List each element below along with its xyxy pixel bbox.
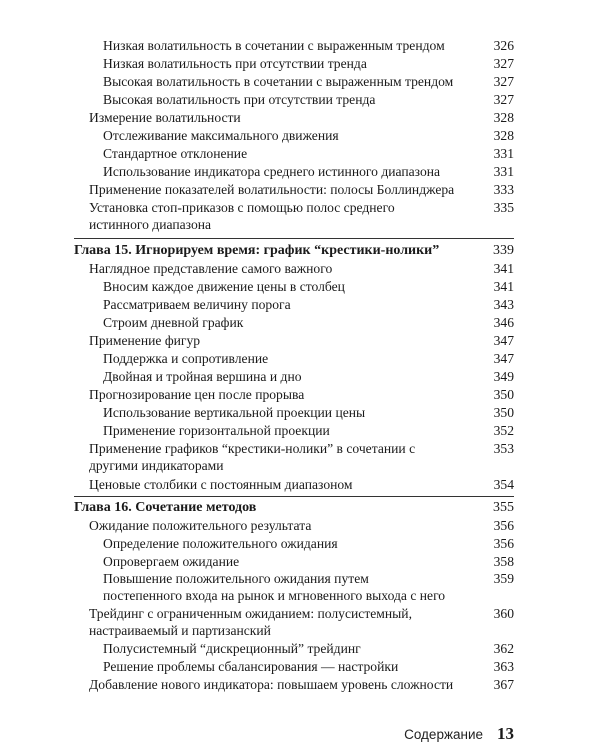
toc-entry-page: 331 bbox=[493, 146, 514, 161]
toc-entry-title: Отслеживание максимального движения bbox=[103, 128, 339, 143]
chapter-divider bbox=[74, 238, 514, 239]
toc-entry-page: 362 bbox=[493, 641, 514, 656]
toc-entry-page: 327 bbox=[493, 56, 514, 71]
toc-entry[interactable] bbox=[103, 73, 514, 90]
toc-entry-page: 347 bbox=[493, 333, 514, 348]
toc-entry[interactable] bbox=[103, 37, 514, 54]
toc-entry-page: 327 bbox=[493, 74, 514, 89]
toc-entry-title: Измерение волатильности bbox=[89, 110, 241, 125]
toc-entry-title: Трейдинг с ограниченным ожиданием: полусистемный, настраиваемый и партизанский bbox=[89, 606, 412, 638]
toc-entry-page: 327 bbox=[493, 92, 514, 107]
toc-entry[interactable] bbox=[103, 570, 448, 604]
toc-entry-title: Применение графиков “крестики-нолики” в сочетании с другими индикаторами bbox=[89, 441, 416, 473]
toc-entry-page: 354 bbox=[493, 477, 514, 492]
toc-entry-title: Низкая волатильность в сочетании с выраженным трендом bbox=[103, 38, 445, 53]
toc-entry-title: Высокая волатильность в сочетании с выраженным трендом bbox=[103, 74, 454, 89]
toc-entry-title: Добавление нового индикатора: повышаем уровень сложности bbox=[89, 677, 454, 692]
toc-entry-title: Низкая волатильность при отсутствии тренда bbox=[103, 56, 367, 71]
toc-entry-page: 333 bbox=[493, 182, 514, 197]
page-number: 13 bbox=[497, 724, 514, 743]
toc-entry-title: Ценовые столбики с постоянным диапазоном bbox=[89, 477, 353, 492]
toc-entry-title: Строим дневной график bbox=[103, 315, 244, 330]
toc-entry-page: 343 bbox=[493, 297, 514, 312]
toc-entry-page: 328 bbox=[493, 128, 514, 143]
toc-entry-page: 326 bbox=[493, 38, 514, 53]
toc-entry[interactable] bbox=[103, 350, 514, 367]
toc-entry[interactable] bbox=[103, 640, 514, 657]
toc-entry-title: Ожидание положительного результата bbox=[89, 518, 312, 533]
toc-entry[interactable] bbox=[103, 404, 514, 421]
toc-chapter-16[interactable] bbox=[74, 499, 514, 516]
toc-entry-title: Определение положительного ожидания bbox=[103, 536, 338, 551]
toc-entry-title: Решение проблемы сбалансирования — настройки bbox=[103, 659, 399, 674]
toc-entry-page: 339 bbox=[493, 243, 514, 258]
toc-entry[interactable] bbox=[89, 332, 514, 349]
chapter-divider bbox=[74, 496, 514, 497]
toc-entry[interactable] bbox=[103, 422, 514, 439]
toc-entry-page: 353 bbox=[493, 441, 514, 456]
toc-entry-title: Наглядное представление самого важного bbox=[89, 261, 333, 276]
toc-entry[interactable] bbox=[103, 296, 514, 313]
toc-entry-title: Двойная и тройная вершина и дно bbox=[103, 369, 302, 384]
toc-entry-page: 335 bbox=[493, 200, 514, 215]
toc-entry-page: 360 bbox=[493, 606, 514, 621]
toc-entry-page: 358 bbox=[493, 554, 514, 569]
toc-entry[interactable] bbox=[103, 278, 514, 295]
toc-entry-page: 350 bbox=[493, 405, 514, 420]
toc-entry-page: 363 bbox=[493, 659, 514, 674]
toc-entry-title: Применение показателей волатильности: полосы Боллинджера bbox=[89, 182, 455, 197]
toc-entry-page: 356 bbox=[493, 536, 514, 551]
toc-entry-page: 367 bbox=[493, 677, 514, 692]
toc-entry-title: Применение фигур bbox=[89, 333, 201, 348]
page-footer bbox=[404, 724, 514, 744]
toc-entry-page: 328 bbox=[493, 110, 514, 125]
toc-entry[interactable] bbox=[103, 163, 514, 180]
toc-entry[interactable] bbox=[89, 181, 514, 198]
toc-entry-page: 346 bbox=[493, 315, 514, 330]
toc-entry-page: 356 bbox=[493, 518, 514, 533]
toc-entry-title: Стандартное отклонение bbox=[103, 146, 248, 161]
toc-entry[interactable] bbox=[89, 199, 419, 233]
toc-entry[interactable] bbox=[103, 55, 514, 72]
toc-entry[interactable] bbox=[89, 605, 419, 639]
toc-entry[interactable] bbox=[89, 260, 514, 277]
toc-entry-page: 341 bbox=[493, 279, 514, 294]
toc-entry[interactable] bbox=[103, 658, 514, 675]
toc-entry[interactable] bbox=[103, 145, 514, 162]
toc-entry-title: Повышение положительного ожидания путем постепенного входа на рынок и мгновенного выхода с него bbox=[103, 571, 446, 603]
toc-entry[interactable] bbox=[103, 368, 514, 385]
toc-entry[interactable] bbox=[89, 440, 419, 474]
toc-entry-title: Поддержка и сопротивление bbox=[103, 351, 269, 366]
toc-entry-title: Вносим каждое движение цены в столбец bbox=[103, 279, 345, 294]
toc-chapter-15[interactable] bbox=[74, 242, 514, 259]
toc-entry-page: 331 bbox=[493, 164, 514, 179]
toc-entry-title: Рассматриваем величину порога bbox=[103, 297, 291, 312]
toc-entry-title: Полусистемный “дискреционный” трейдинг bbox=[103, 641, 361, 656]
running-section-title: Содержание bbox=[404, 727, 483, 742]
toc-entry[interactable] bbox=[89, 476, 514, 493]
toc-entry-title: Прогнозирование цен после прорыва bbox=[89, 387, 305, 402]
toc-entry-title: Применение горизонтальной проекции bbox=[103, 423, 330, 438]
toc-entry[interactable] bbox=[103, 127, 514, 144]
toc-entry-page: 355 bbox=[493, 500, 514, 515]
toc-entry-title: Использование вертикальной проекции цены bbox=[103, 405, 366, 420]
toc-entry-title: Использование индикатора среднего истинного диапазона bbox=[103, 164, 441, 179]
toc-entry[interactable] bbox=[103, 314, 514, 331]
toc-entry-title: Высокая волатильность при отсутствии тренда bbox=[103, 92, 376, 107]
toc-chapter-title: Глава 15. Игнорируем время: график “крестики-нолики” bbox=[74, 243, 440, 258]
toc-entry[interactable] bbox=[103, 91, 514, 108]
toc-chapter-title: Глава 16. Сочетание методов bbox=[74, 500, 257, 515]
toc-entry-page: 352 bbox=[493, 423, 514, 438]
toc-entry-page: 341 bbox=[493, 261, 514, 276]
toc-entry-page: 349 bbox=[493, 369, 514, 384]
toc-entry[interactable] bbox=[89, 517, 514, 534]
toc-entry[interactable] bbox=[103, 535, 514, 552]
toc-entry-page: 350 bbox=[493, 387, 514, 402]
toc-entry[interactable] bbox=[89, 386, 514, 403]
toc-entry[interactable] bbox=[89, 676, 514, 693]
toc-entry[interactable] bbox=[103, 553, 514, 570]
toc-entry[interactable] bbox=[89, 109, 514, 126]
toc-entry-page: 359 bbox=[493, 571, 514, 586]
toc-entry-title: Установка стоп-приказов с помощью полос среднего истинного диапазона bbox=[89, 200, 395, 232]
toc-entry-title: Опровергаем ожидание bbox=[103, 554, 240, 569]
toc-entry-page: 347 bbox=[493, 351, 514, 366]
